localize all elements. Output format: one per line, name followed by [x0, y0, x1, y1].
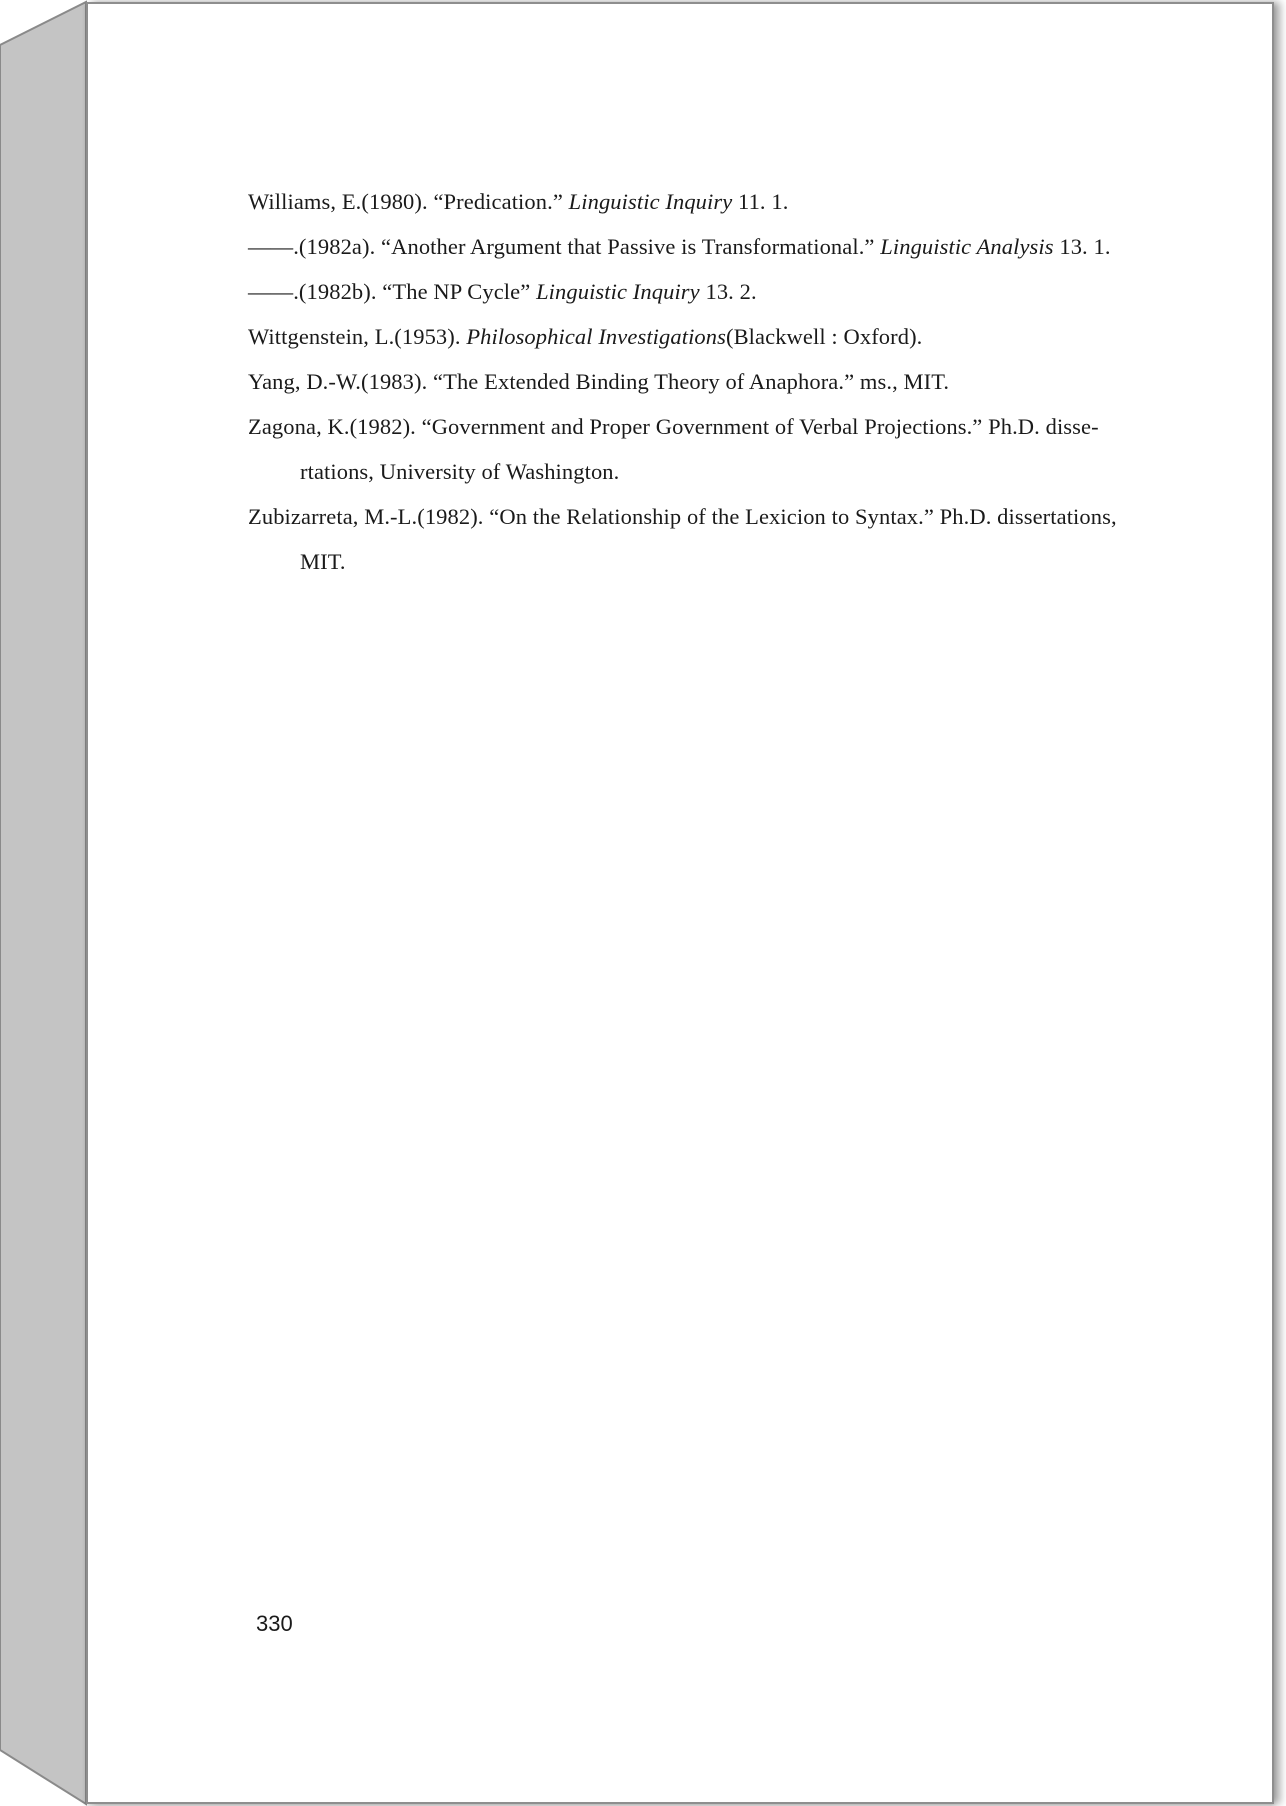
- reference-volume: 13. 1.: [1053, 234, 1111, 259]
- reference-text: ——.(1982b). “The NP Cycle”: [248, 279, 537, 304]
- reference-publisher: (Blackwell : Oxford).: [725, 324, 923, 349]
- reference-list: [248, 179, 1148, 584]
- reference-volume: 11. 1.: [732, 189, 789, 214]
- reference-entry: [248, 314, 1148, 359]
- reference-text: Wittgenstein, L.(1953).: [248, 324, 467, 349]
- reference-journal: Linguistic Inquiry: [568, 189, 733, 214]
- reference-entry: [248, 359, 1148, 404]
- book-spine: [0, 0, 90, 1806]
- reference-text: Zubizarreta, M.-L.(1982). “On the Relationship of the Lexicion to Syntax.” Ph.D. dissertations, MIT.: [248, 504, 1117, 574]
- reference-text: Yang, D.-W.(1983). “The Extended Binding Theory of Anaphora.” ms., MIT.: [248, 369, 950, 394]
- reference-text: Williams, E.(1980). “Predication.”: [248, 189, 569, 214]
- reference-text: Zagona, K.(1982). “Government and Proper Government of Verbal Projections.” Ph.D. disse-rtations, University of Washington.: [248, 414, 1099, 484]
- reference-text: ——.(1982a). “Another Argument that Passive is Transformational.”: [248, 234, 881, 259]
- reference-entry: [248, 404, 1148, 494]
- document-page: [86, 2, 1274, 1804]
- page-number: 330: [256, 1611, 293, 1636]
- reference-book-title: Philosophical Investigations: [466, 324, 726, 349]
- reference-volume: 13. 2.: [699, 279, 757, 304]
- reference-entry: [248, 269, 1148, 314]
- reference-entry: [248, 494, 1148, 584]
- reference-entry: [248, 224, 1148, 269]
- reference-entry: [248, 179, 1148, 224]
- reference-journal: Linguistic Inquiry: [536, 279, 700, 304]
- reference-journal: Linguistic Analysis: [880, 234, 1054, 259]
